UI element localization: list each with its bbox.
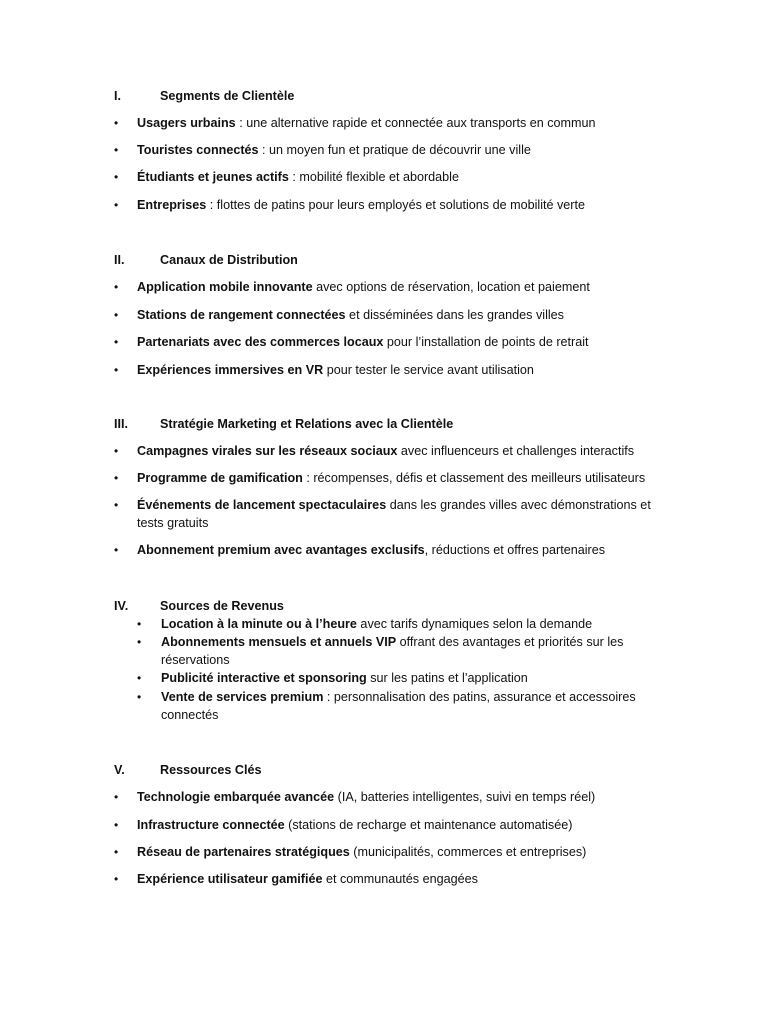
list-item-text: Campagnes virales sur les réseaux sociaux avec influenceurs et challenges interactifs	[137, 444, 635, 458]
list-item-text: Stations de rangement connectées et disséminées dans les grandes villes	[137, 308, 564, 322]
list-item-text: Entreprises : flottes de patins pour leurs employés et solutions de mobilité verte	[137, 198, 586, 212]
list-item-text: Touristes connectés : un moyen fun et pratique de découvrir une ville	[137, 143, 531, 157]
section-title: Segments de Clientèle	[160, 89, 295, 103]
list-item-text: Location à la minute ou à l’heure avec tarifs dynamiques selon la demande	[161, 617, 593, 631]
section-number: II.	[114, 253, 125, 267]
list-item-text: Abonnements mensuels et annuels VIP offrant des avantages et priorités sur les réservations	[161, 635, 624, 667]
list-item-text: Usagers urbains : une alternative rapide et connectée aux transports en commun	[137, 116, 596, 130]
bullet-icon: •	[137, 671, 142, 685]
list-item-text: Expériences immersives en VR pour tester le service avant utilisation	[137, 363, 534, 377]
section-title: Canaux de Distribution	[160, 253, 298, 267]
list-item-text: Réseau de partenaires stratégiques (municipalités, commerces et entreprises)	[137, 845, 587, 859]
list-item-text: Abonnement premium avec avantages exclusifs, réductions et offres partenaires	[137, 543, 606, 557]
bullet-icon: •	[114, 471, 119, 485]
bullet-icon: •	[114, 845, 119, 859]
bullet-icon: •	[114, 143, 119, 157]
list-item-text: Technologie embarquée avancée (IA, batteries intelligentes, suivi en temps réel)	[137, 790, 596, 804]
list-item-text: Partenariats avec des commerces locaux pour l’installation de points de retrait	[137, 335, 589, 349]
list-item-text: Application mobile innovante avec options de réservation, location et paiement	[137, 280, 590, 294]
bullet-icon: •	[114, 116, 119, 130]
section-number: I.	[114, 89, 121, 103]
bullet-icon: •	[114, 872, 119, 886]
bullet-icon: •	[114, 498, 119, 512]
bullet-icon: •	[137, 635, 142, 649]
list-item-text: Programme de gamification : récompenses, défis et classement des meilleurs utilisateurs	[137, 471, 646, 485]
bullet-icon: •	[137, 617, 142, 631]
section-number: III.	[114, 417, 128, 431]
bullet-icon: •	[114, 335, 119, 349]
bullet-icon: •	[114, 170, 119, 184]
bullet-icon: •	[137, 690, 142, 704]
bullet-icon: •	[114, 198, 119, 212]
section-title: Stratégie Marketing et Relations avec la Clientèle	[160, 417, 454, 431]
bullet-icon: •	[114, 444, 119, 458]
bullet-icon: •	[114, 363, 119, 377]
list-item-text: Étudiants et jeunes actifs : mobilité flexible et abordable	[137, 170, 459, 184]
section-number: V.	[114, 763, 125, 777]
list-item-text: Événements de lancement spectaculaires dans les grandes villes avec démonstrations et tests gratuits	[137, 498, 651, 530]
bullet-icon: •	[114, 308, 119, 322]
bullet-icon: •	[114, 280, 119, 294]
section-title: Sources de Revenus	[160, 599, 284, 613]
bullet-icon: •	[114, 790, 119, 804]
list-item-text: Vente de services premium : personnalisation des patins, assurance et accessoires connectés	[161, 690, 636, 722]
bullet-icon: •	[114, 818, 119, 832]
list-item-text: Infrastructure connectée (stations de recharge et maintenance automatisée)	[137, 818, 573, 832]
list-item-text: Publicité interactive et sponsoring sur les patins et l’application	[161, 671, 528, 685]
bullet-icon: •	[114, 543, 119, 557]
section-number: IV.	[114, 599, 129, 613]
section-title: Ressources Clés	[160, 763, 262, 777]
list-item-text: Expérience utilisateur gamifiée et communautés engagées	[137, 872, 478, 886]
